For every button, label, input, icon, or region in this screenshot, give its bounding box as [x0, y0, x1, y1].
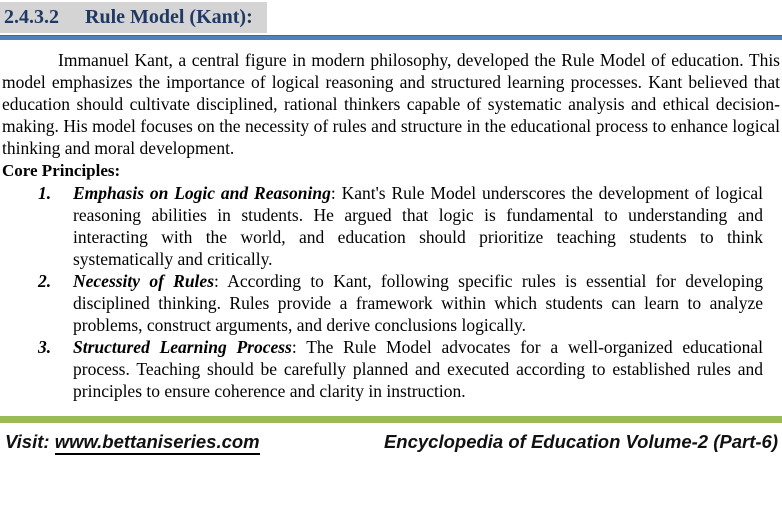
- section-heading: [0, 2, 782, 33]
- principle-separator: :: [291, 337, 307, 357]
- section-number: 2.4.3.2: [4, 6, 59, 28]
- principle-number: 3.: [38, 337, 52, 357]
- visit-label: Visit:: [5, 431, 55, 452]
- principle-lead: Necessity of Rules: [73, 271, 215, 291]
- principles-list: [0, 182, 782, 402]
- green-divider: [0, 416, 782, 423]
- volume-title: Encyclopedia of Education Volume-2 (Part-6): [383, 431, 778, 452]
- principle-item-3: [0, 336, 782, 402]
- blue-divider: [0, 35, 782, 40]
- section-heading-highlight: [0, 2, 267, 33]
- principle-lead: Emphasis on Logic and Reasoning: [73, 183, 331, 203]
- principle-lead: Structured Learning Process: [73, 337, 292, 357]
- principle-text: According to Kant, following specific rules is essential for developing disciplined thinking. Rules provide a framework within which students can learn to analyze problems, construct arguments, and derive conclusions logically.: [73, 271, 763, 335]
- intro-paragraph: Immanuel Kant, a central figure in modern philosophy, developed the Rule Model of education. This model emphasizes the importance of logical reasoning and structured learning processes. Kant believed that education should cultivate disciplined, rational thinkers capable of systematic analysis and ethical decision-making. His model focuses on the necessity of rules and structure in the educational process to enhance logical thinking and moral development.: [2, 50, 780, 158]
- principle-number: 2.: [38, 271, 52, 291]
- principle-text: The Rule Model advocates for a well-organized educational process. Teaching should be carefully planned and executed according to established rules and principles to ensure coherence and clarity in instruction.: [73, 337, 764, 401]
- principle-separator: :: [214, 271, 228, 291]
- principle-text: Kant's Rule Model underscores the development of logical reasoning abilities in students. He argued that logic is fundamental to understanding and interacting with the world, and education should prioritize teaching students to think systematically and critically.: [73, 183, 763, 269]
- core-principles-heading: Core Principles:: [2, 161, 121, 180]
- section-title: Rule Model (Kant):: [85, 6, 253, 28]
- principle-separator: :: [330, 183, 342, 203]
- principle-item-2: [0, 270, 782, 336]
- visit-link[interactable]: www.bettaniseries.com: [55, 431, 260, 455]
- principle-item-1: [0, 182, 782, 270]
- principle-number: 1.: [38, 183, 52, 203]
- footer-visit: [5, 430, 260, 454]
- page-footer: [0, 430, 782, 454]
